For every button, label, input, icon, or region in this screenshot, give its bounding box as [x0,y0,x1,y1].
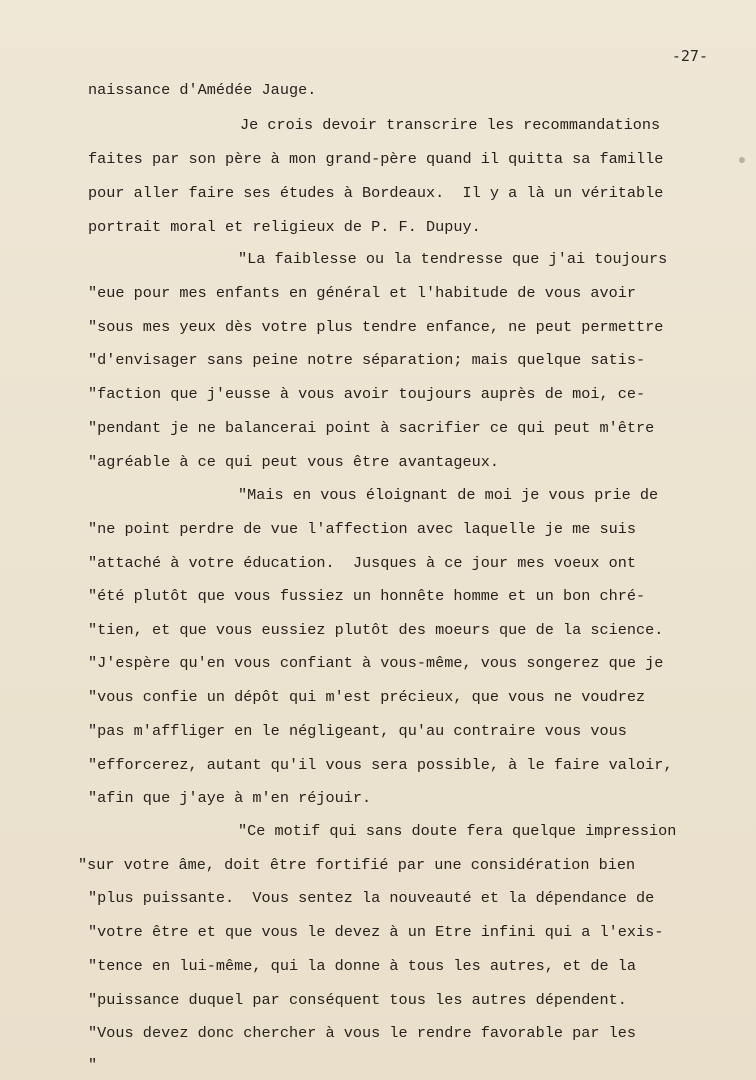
text-line: pour aller faire ses études à Bordeaux. Il y a là un véritable [88,184,664,202]
text-line: "efforcerez, autant qu'il vous sera possible, à le faire valoir, [88,756,673,774]
text-line: "agréable à ce qui peut vous être avantageux. [88,453,500,471]
text-line: "plus puissante. Vous sentez la nouveauté et la dépendance de [88,889,655,907]
text-line: "J'espère qu'en vous confiant à vous-même, vous songerez que je [88,654,664,672]
text-line: "vous confie un dépôt qui m'est précieux, que vous ne voudrez [88,688,646,706]
text-line: "Mais en vous éloignant de moi je vous prie de [238,486,659,504]
text-line: "été plutôt que vous fussiez un honnête homme et un bon chré- [88,587,646,605]
text-line: "sous mes yeux dès votre plus tendre enfance, ne peut permettre [88,318,664,336]
text-line: "puissance duquel par conséquent tous les autres dépendent. [88,991,627,1009]
text-line: Je crois devoir transcrire les recommandations [240,116,661,134]
text-line: "afin que j'aye à m'en réjouir. [88,789,372,807]
text-line: naissance d'Amédée Jauge. [88,81,317,99]
text-line: "La faiblesse ou la tendresse que j'ai toujours [238,250,668,268]
text-line: "pendant je ne balancerai point à sacrifier ce qui peut m'être [88,419,655,437]
text-line: "ne point perdre de vue l'affection avec laquelle je me suis [88,520,637,538]
text-line: "attaché à votre éducation. Jusques à ce jour mes voeux ont [88,554,637,572]
text-line: "tien, et que vous eussiez plutôt des moeurs que de la science. [88,621,664,639]
text-line: "faction que j'eusse à vous avoir toujours auprès de moi, ce- [88,385,646,403]
text-line: "Ce motif qui sans doute fera quelque impression [238,822,677,840]
text-line: "tence en lui-même, qui la donne à tous les autres, et de la [88,957,637,975]
text-line: "d'envisager sans peine notre séparation; mais quelque satis- [88,351,646,369]
text-line: faites par son père à mon grand-père quand il quitta sa famille [88,150,664,168]
text-line: "Vous devez donc chercher à vous le rendre favorable par les [88,1024,637,1042]
page-number: -27- [671,47,708,65]
paper-spot [739,157,745,163]
text-line: "pas m'affliger en le négligeant, qu'au contraire vous vous [88,722,627,740]
text-line: " [88,1056,98,1074]
text-line: "sur votre âme, doit être fortifié par une considération bien [78,856,636,874]
text-line: "votre être et que vous le devez à un Etre infini qui a l'exis- [88,923,664,941]
text-line: "eue pour mes enfants en général et l'habitude de vous avoir [88,284,637,302]
text-line: portrait moral et religieux de P. F. Dupuy. [88,218,481,236]
